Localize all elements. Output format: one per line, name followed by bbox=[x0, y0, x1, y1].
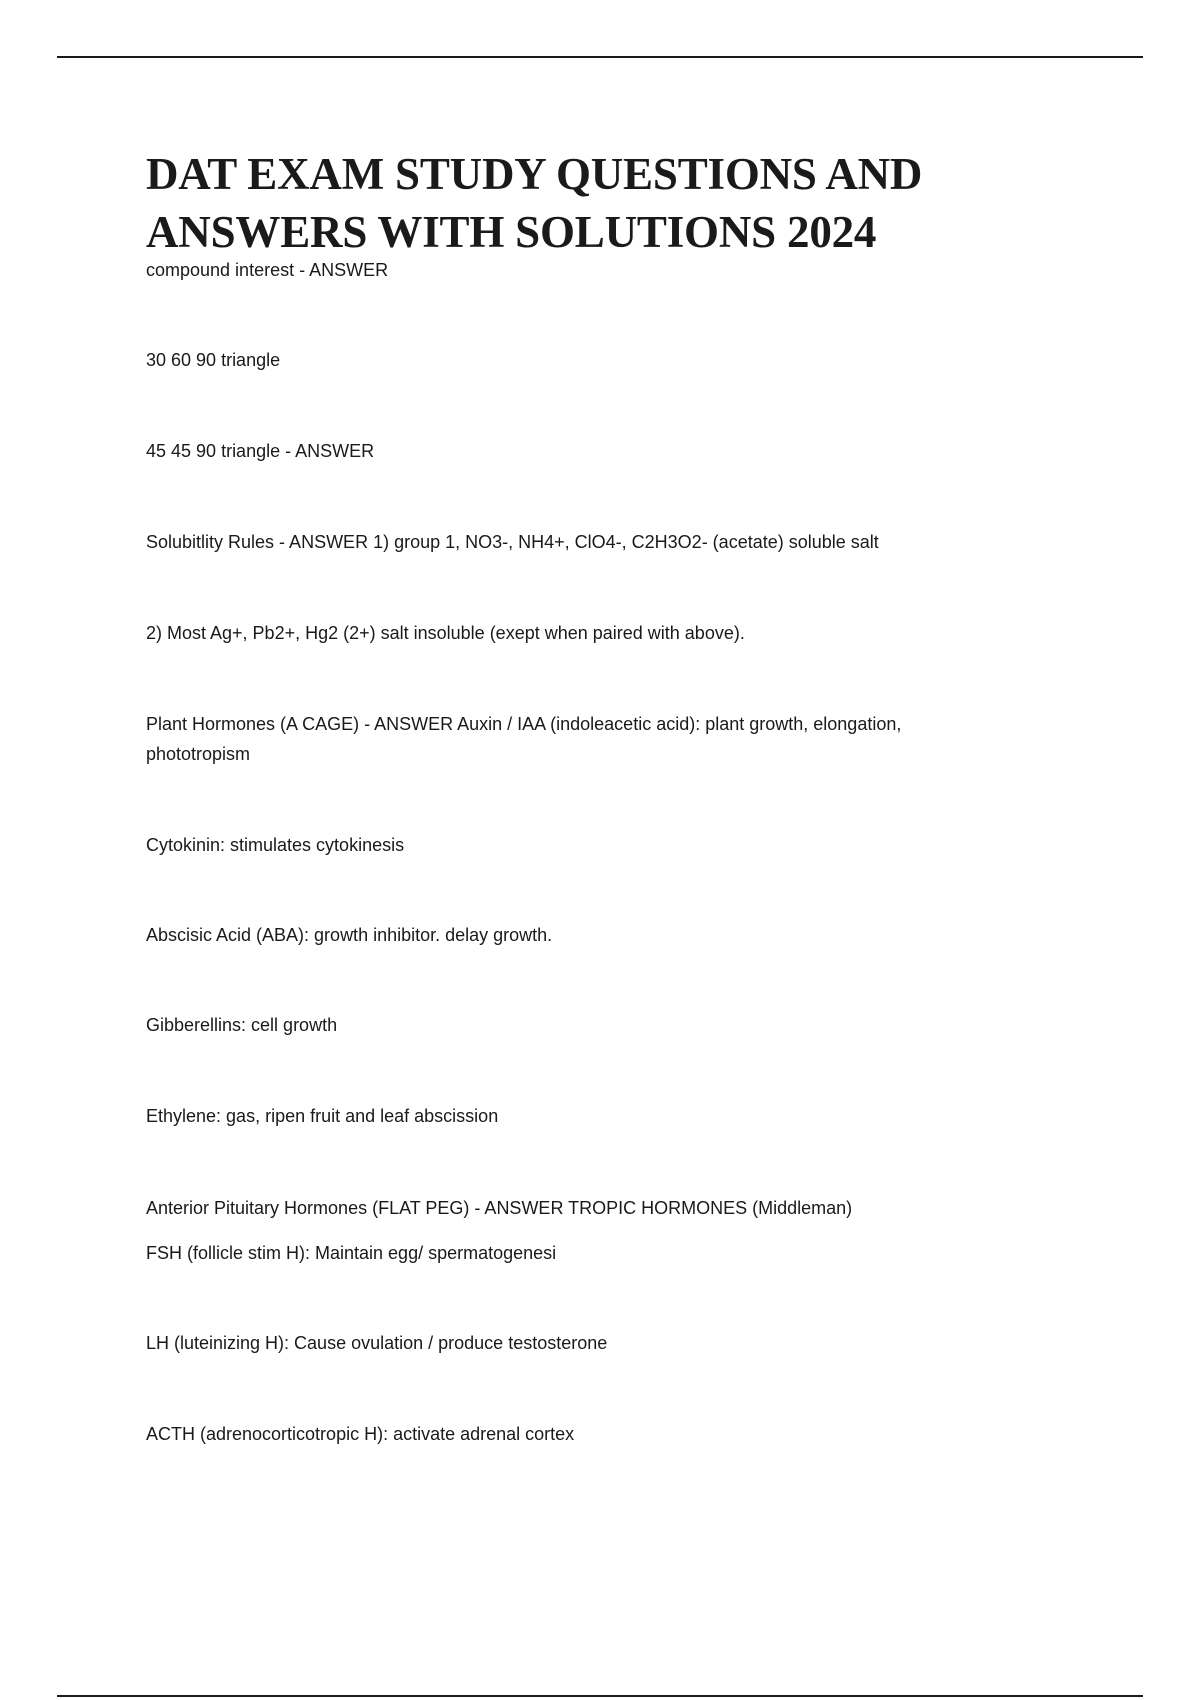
entry-lh: LH (luteinizing H): Cause ovulation / produce testosterone bbox=[146, 1333, 608, 1353]
bottom-rule bbox=[57, 1695, 1143, 1697]
entry-plant-hormones: Plant Hormones (A CAGE) - ANSWER Auxin / IAA (indoleacetic acid): plant growth, elongation, bbox=[146, 714, 902, 734]
entry-acth: ACTH (adrenocorticotropic H): activate adrenal cortex bbox=[146, 1424, 575, 1444]
entry-cytokinin: Cytokinin: stimulates cytokinesis bbox=[146, 835, 405, 855]
entry-anterior-pituitary: Anterior Pituitary Hormones (FLAT PEG) - ANSWER TROPIC HORMONES (Middleman) bbox=[146, 1198, 853, 1218]
title-line-1: DAT EXAM STUDY QUESTIONS AND bbox=[146, 149, 923, 199]
document-title bbox=[146, 145, 1086, 261]
entry-compound-interest: compound interest - ANSWER bbox=[146, 260, 389, 280]
entry-abscisic-acid: Abscisic Acid (ABA): growth inhibitor. delay growth. bbox=[146, 925, 553, 945]
top-rule bbox=[57, 56, 1143, 58]
entry-gibberellins: Gibberellins: cell growth bbox=[146, 1015, 338, 1035]
document-body bbox=[146, 145, 1086, 1444]
entry-ethylene: Ethylene: gas, ripen fruit and leaf abscission bbox=[146, 1106, 499, 1126]
entry-45-45-90: 45 45 90 triangle - ANSWER bbox=[146, 441, 375, 461]
entry-solubility-rule-2: 2) Most Ag+, Pb2+, Hg2 (2+) salt insoluble (exept when paired with above). bbox=[146, 623, 745, 643]
entry-solubility-rules: Solubitlity Rules - ANSWER 1) group 1, NO3-, NH4+, ClO4-, C2H3O2- (acetate) soluble salt bbox=[146, 532, 879, 552]
entry-plant-hormones-cont: phototropism bbox=[146, 744, 251, 764]
entry-30-60-90: 30 60 90 triangle bbox=[146, 350, 281, 370]
entry-fsh: FSH (follicle stim H): Maintain egg/ spermatogenesi bbox=[146, 1243, 557, 1263]
title-line-2: ANSWERS WITH SOLUTIONS 2024 bbox=[146, 207, 877, 257]
